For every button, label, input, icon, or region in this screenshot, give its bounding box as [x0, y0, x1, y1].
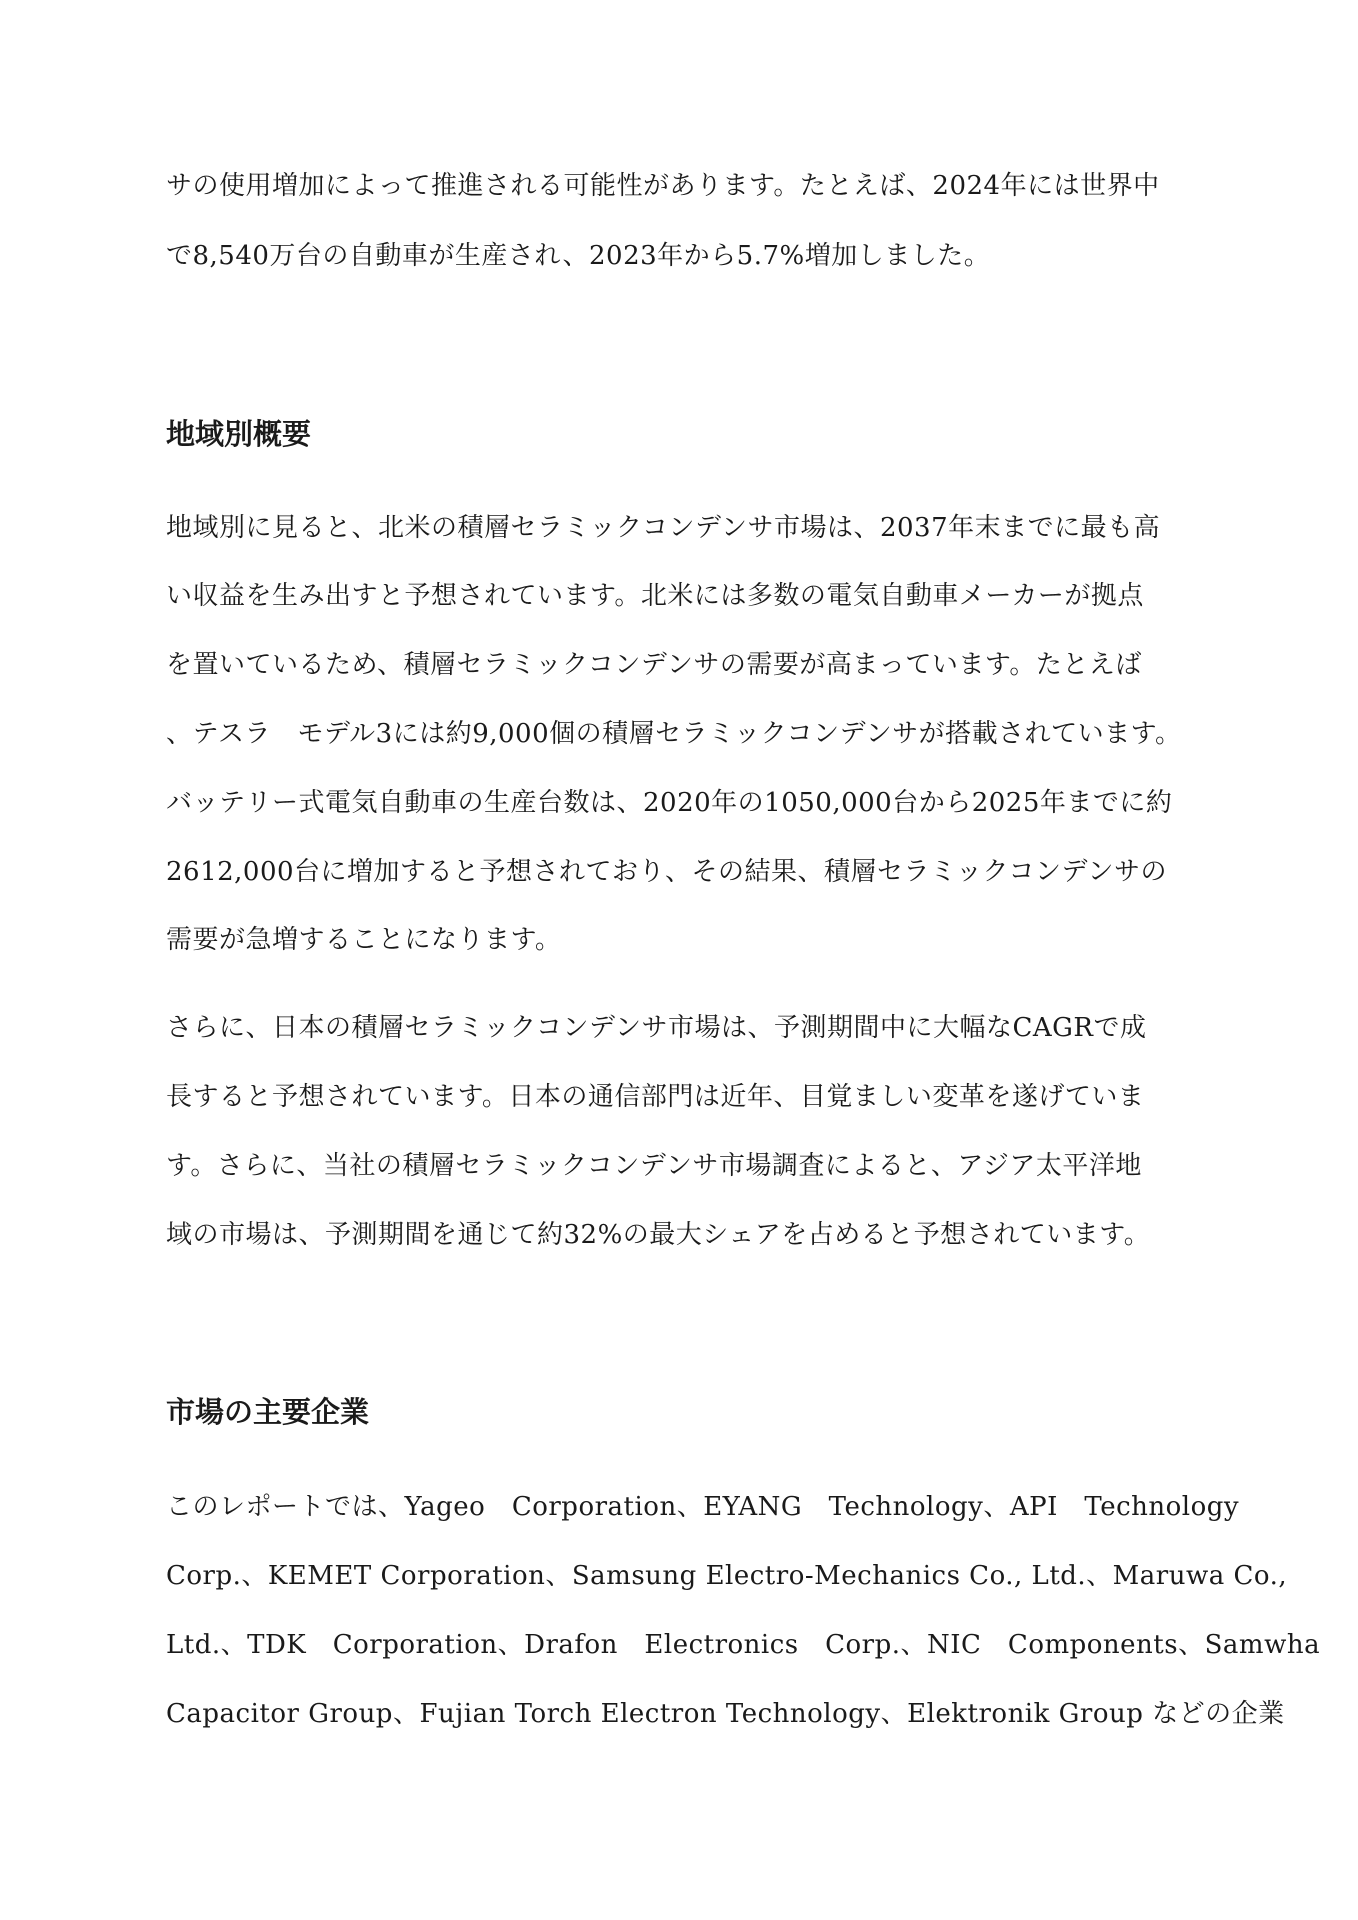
regional-p2-line-3: す。さらに、当社の積層セラミックコンデンサ市場調査によると、アジア太平洋地	[166, 1151, 1142, 1181]
intro-line-2: で8,540万台の自動車が生産され、2023年から5.7%増加しました。	[166, 241, 991, 271]
intro-line-1: サの使用増加によって推進される可能性があります。たとえば、2024年には世界中	[166, 171, 1160, 201]
regional-p2-line-2: 長すると予想されています。日本の通信部門は近年、目覚ましい変革を遂げていま	[166, 1082, 1145, 1112]
regional-p1-line-2: い収益を生み出すと予想されています。北米には多数の電気自動車メーカーが拠点	[166, 581, 1144, 611]
regional-p1-line-1: 地域別に見ると、北米の積層セラミックコンデンサ市場は、2037年末までに最も高	[166, 513, 1161, 543]
regional-p1-line-4: 、テスラ モデル3には約9,000個の積層セラミックコンデンサが搭載されています。	[166, 719, 1182, 749]
section-heading-players: 市場の主要企業	[166, 1395, 370, 1429]
regional-p2-line-1: さらに、日本の積層セラミックコンデンサ市場は、予測期間中に大幅なCAGRで成	[166, 1013, 1147, 1043]
regional-p1-line-3: を置いているため、積層セラミックコンデンサの需要が高まっています。たとえば	[166, 650, 1142, 680]
players-line-4: Capacitor Group、Fujian Torch Electron Technology、Elektronik Group などの企業	[166, 1699, 1285, 1729]
players-line-1: このレポートでは、Yageo Corporation、EYANG Technology、API Technology	[166, 1492, 1240, 1522]
regional-p1-line-6: 2612,000台に増加すると予想されており、その結果、積層セラミックコンデンサの	[166, 857, 1167, 887]
players-line-3: Ltd.、TDK Corporation、Drafon Electronics Corp.、NIC Components、Samwha	[166, 1630, 1321, 1660]
players-line-2: Corp.、KEMET Corporation、Samsung Electro-Mechanics Co., Ltd.、Maruwa Co.,	[166, 1561, 1288, 1591]
regional-p1-line-7: 需要が急増することになります。	[166, 925, 562, 955]
regional-p2-line-4: 域の市場は、予測期間を通じて約32%の最大シェアを占めると予想されています。	[166, 1220, 1151, 1250]
regional-p1-line-5: バッテリー式電気自動車の生産台数は、2020年の1050,000台から2025年までに約	[166, 788, 1173, 818]
section-heading-regional: 地域別概要	[166, 417, 312, 451]
